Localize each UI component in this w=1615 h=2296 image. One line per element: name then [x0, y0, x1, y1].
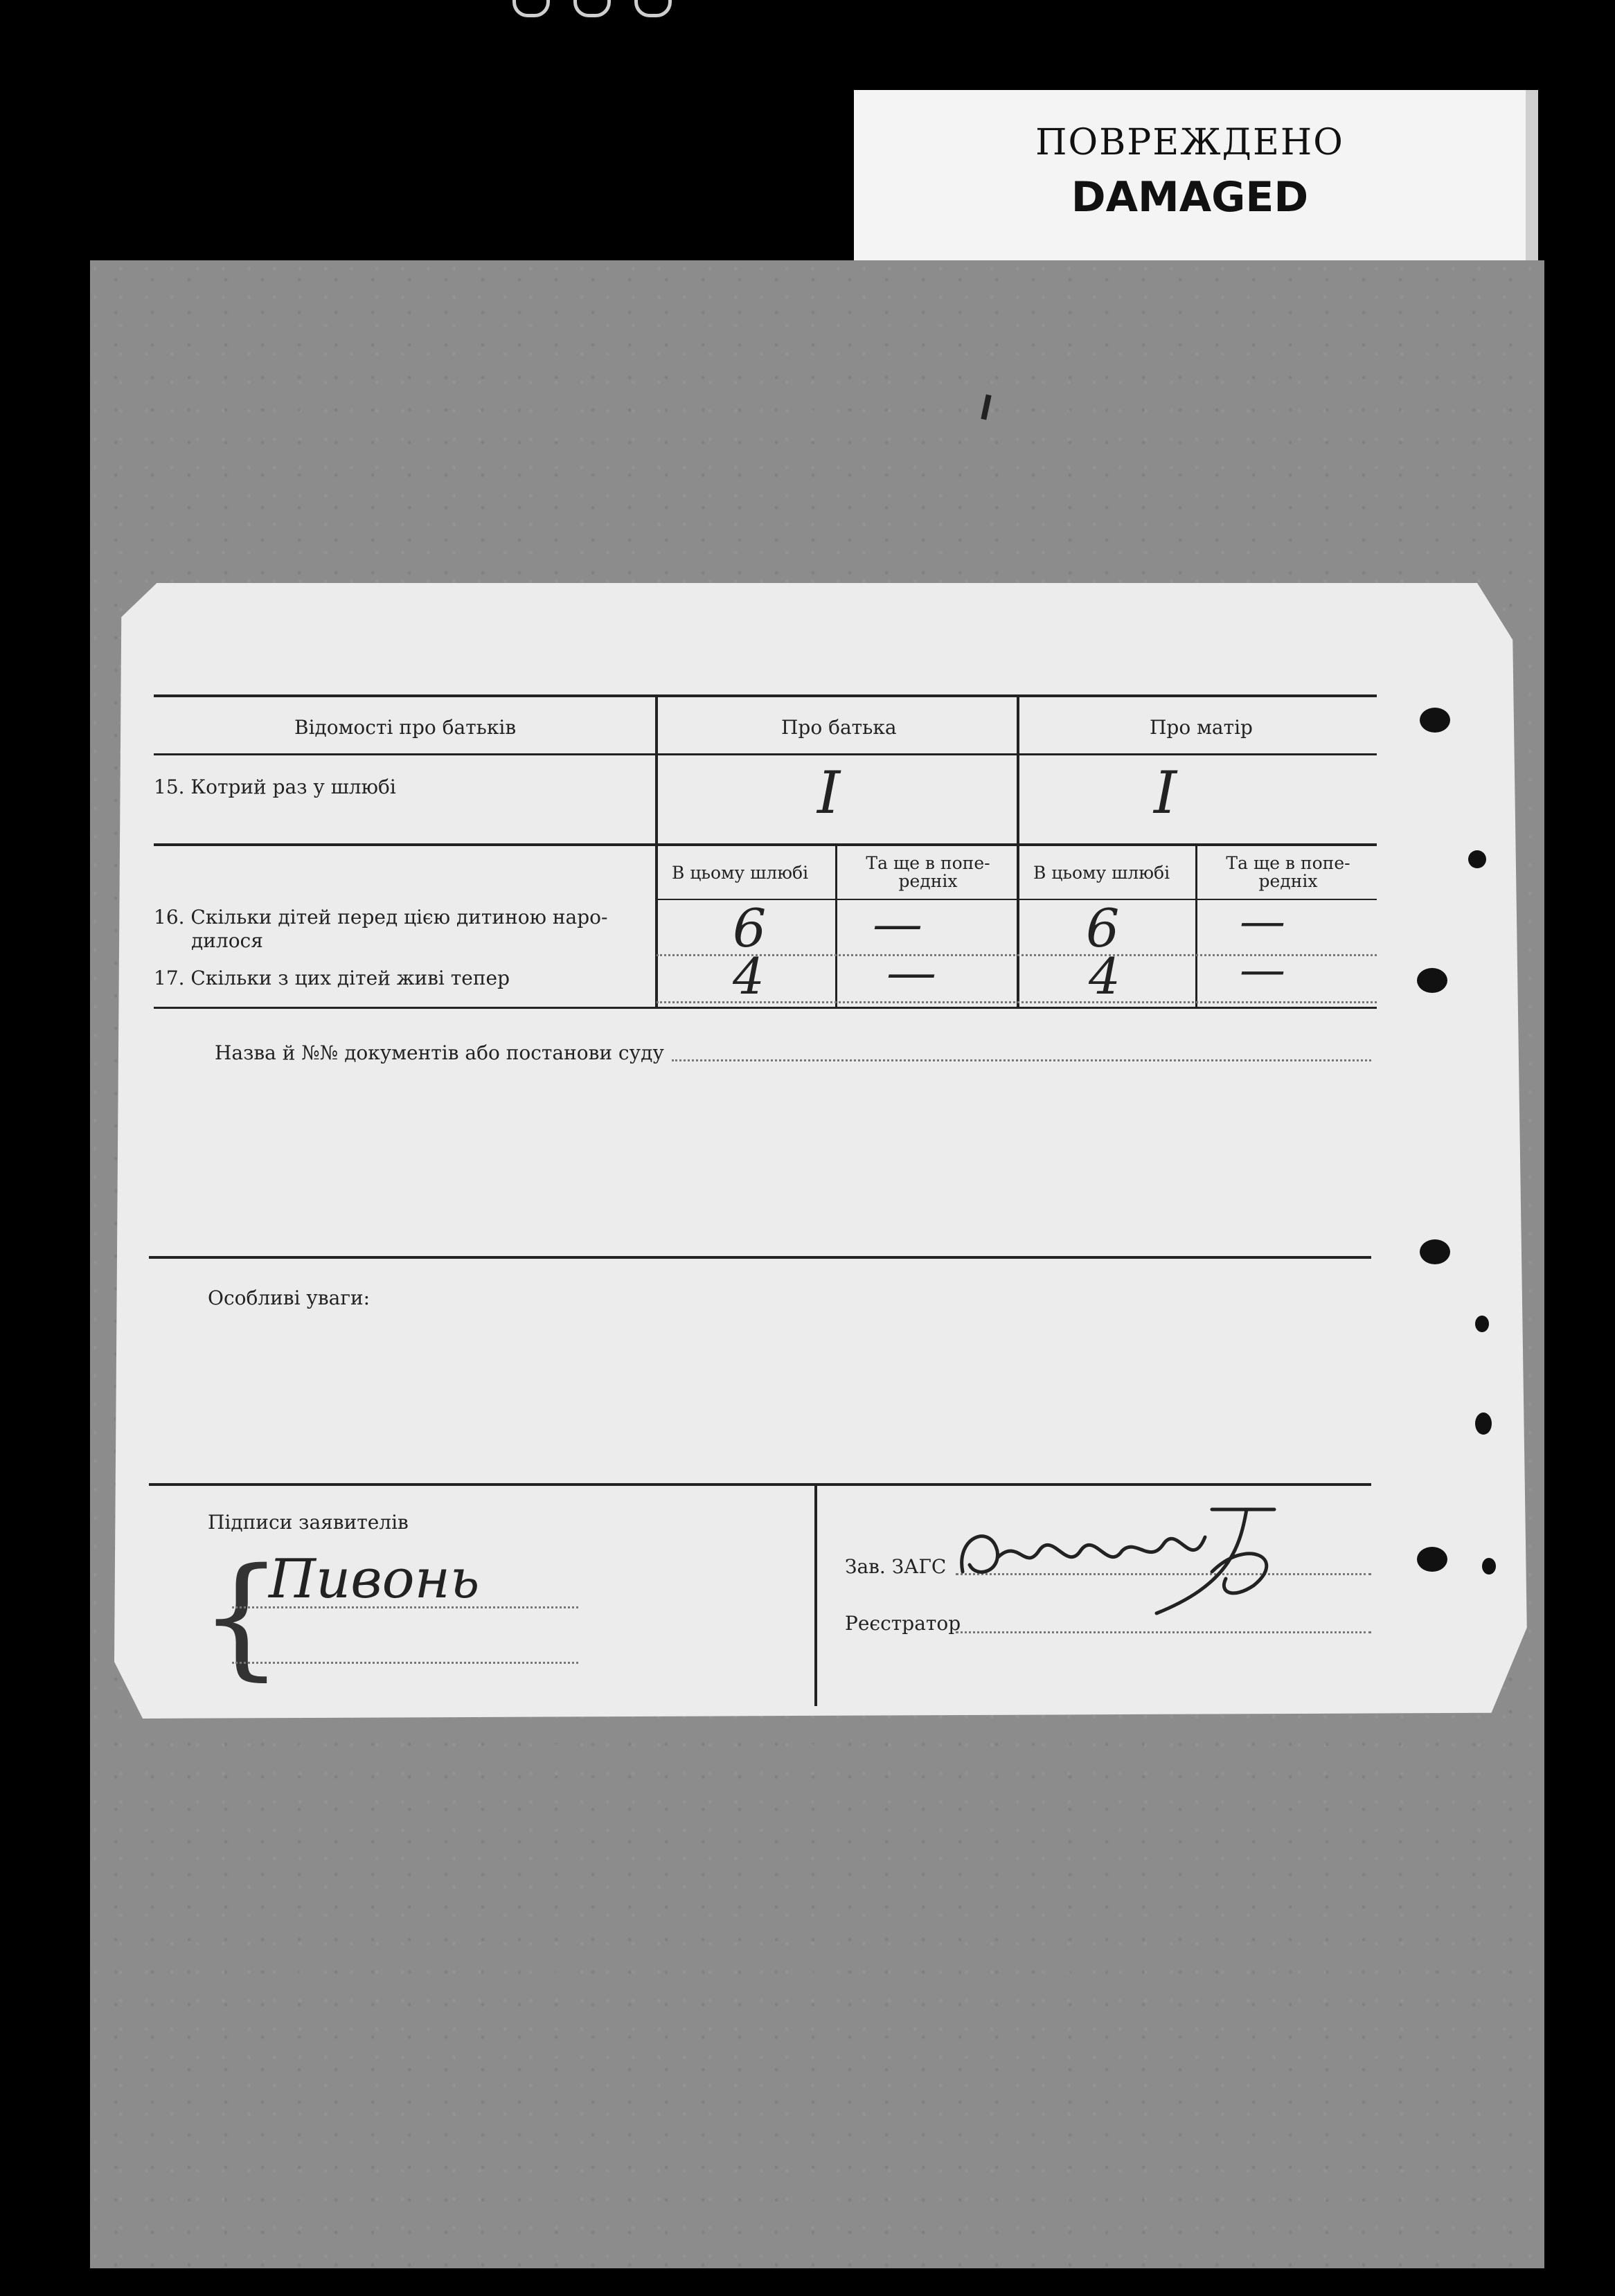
row16-label-line2: дилося: [191, 929, 263, 952]
documents-label: Назва й №№ документів або постанови суду: [215, 1041, 664, 1064]
row17-father-this: 4: [733, 947, 765, 1005]
registrar-label: Реєстратор: [845, 1612, 961, 1635]
header-father: Про батька: [781, 716, 897, 739]
subheader-father-this: В цьому шлюбі: [672, 863, 809, 883]
binder-hole: [1475, 1412, 1492, 1435]
row16-father-this: 6: [733, 897, 767, 959]
stamp-text-ru: ПОВРЕЖДЕНО: [1035, 122, 1344, 163]
applicant-signature: Пивонь: [269, 1548, 480, 1611]
rule: [149, 1256, 1371, 1259]
subheader-mother-previous: Та ще в попе- редніх: [1226, 853, 1350, 891]
binder-hole: [1468, 850, 1486, 868]
top-edge-marks: [512, 0, 693, 28]
header-parents-info: Відомості про батьків: [294, 716, 517, 739]
binder-hole: [1420, 708, 1450, 733]
rule: [814, 1485, 817, 1706]
rule: [655, 696, 658, 1009]
rule: [154, 843, 1377, 846]
rule: [1017, 696, 1019, 1009]
brace: {: [199, 1540, 283, 1693]
dotted-rule: [672, 1059, 1371, 1061]
dotted-rule: [232, 1606, 578, 1608]
rule: [154, 753, 1377, 755]
row17-label: 17. Скільки з цих дітей живі тепер: [154, 967, 510, 989]
row15-father-value: I: [817, 759, 841, 827]
dotted-rule: [956, 1631, 1371, 1633]
stamp-text-en: DAMAGED: [1071, 173, 1309, 222]
binder-hole: [1482, 1558, 1496, 1575]
rule: [1195, 845, 1197, 1009]
head-registry-label: Зав. ЗАГС: [845, 1555, 947, 1578]
row16-father-previous: —: [873, 895, 922, 953]
damaged-stamp: [854, 90, 1538, 260]
row16-mother-this: 6: [1086, 897, 1120, 959]
row16-label-line1: 16. Скільки дітей перед цією дитиною наро-: [154, 906, 608, 929]
binder-hole: [1475, 1316, 1489, 1332]
row16-mother-previous: —: [1240, 895, 1285, 948]
rule: [149, 1483, 1371, 1486]
head-signature: [949, 1496, 1309, 1627]
row15-label: 15. Котрий раз у шлюбі: [154, 775, 396, 798]
rule: [154, 694, 1377, 697]
row15-mother-value: I: [1154, 759, 1177, 827]
subheader-father-previous: Та ще в попе- редніх: [866, 853, 990, 891]
row17-father-previous: —: [886, 943, 936, 1001]
rule: [154, 1007, 1377, 1009]
dotted-rule: [232, 1662, 578, 1664]
binder-hole: [1420, 1239, 1450, 1264]
dotted-rule: [657, 1001, 1377, 1003]
binder-hole: [1417, 968, 1447, 993]
remarks-label: Особливі уваги:: [208, 1286, 371, 1309]
row17-mother-this: 4: [1089, 947, 1121, 1005]
header-mother: Про матір: [1150, 716, 1253, 739]
applicants-label: Підписи заявителів: [208, 1511, 409, 1534]
row17-mother-previous: —: [1240, 943, 1285, 996]
subheader-mother-this: В цьому шлюбі: [1033, 863, 1170, 883]
rule: [835, 845, 837, 1009]
binder-hole: [1417, 1547, 1447, 1572]
